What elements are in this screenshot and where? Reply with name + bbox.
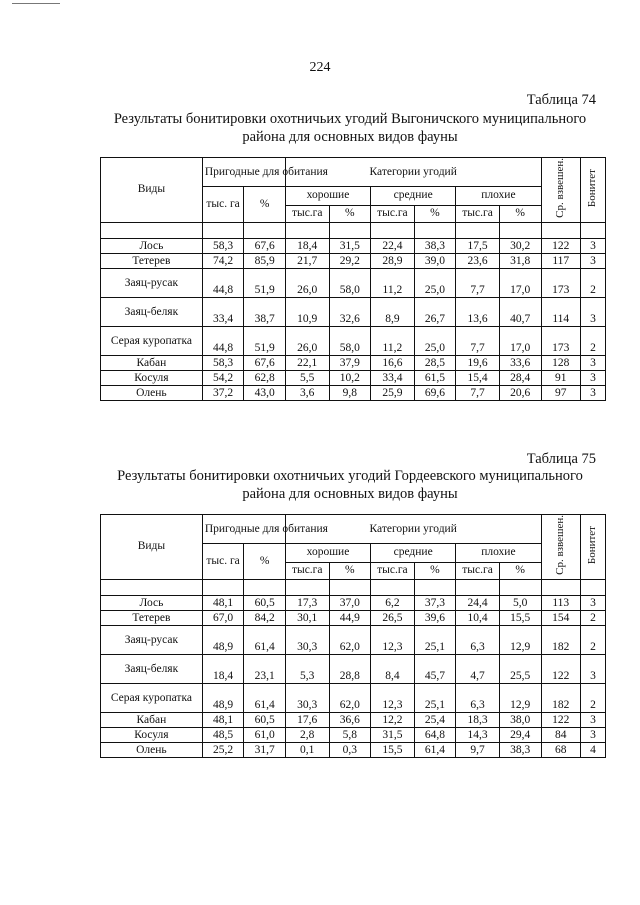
table-75 bbox=[100, 514, 606, 758]
value-cell: 2 bbox=[580, 683, 605, 712]
species-cell: Косуля bbox=[101, 727, 203, 742]
value-cell: 17,6 bbox=[285, 712, 329, 727]
value-cell: 7,7 bbox=[456, 385, 500, 400]
value-cell: 12,3 bbox=[371, 625, 415, 654]
table-row bbox=[101, 253, 606, 268]
value-cell: 10,4 bbox=[456, 610, 500, 625]
value-cell: 26,7 bbox=[414, 297, 456, 326]
value-cell: 31,5 bbox=[329, 238, 371, 253]
value-cell: 7,7 bbox=[456, 326, 500, 355]
spacer-cell bbox=[202, 579, 244, 595]
value-cell: 22,4 bbox=[371, 238, 415, 253]
value-cell: 17,5 bbox=[456, 238, 500, 253]
value-cell: 33,4 bbox=[202, 297, 244, 326]
col-header-thous-ha-text: тыс. га bbox=[206, 197, 240, 210]
value-cell: 60,5 bbox=[244, 595, 286, 610]
value-cell: 67,6 bbox=[244, 355, 286, 370]
value-cell: 12,3 bbox=[371, 683, 415, 712]
value-cell: 25,0 bbox=[414, 268, 456, 297]
col-subheader-medium-thous: тыс.га bbox=[371, 205, 415, 222]
value-cell: 10,9 bbox=[285, 297, 329, 326]
col-header-suitable bbox=[202, 515, 328, 544]
value-cell: 2 bbox=[580, 268, 605, 297]
value-cell: 31,5 bbox=[371, 727, 415, 742]
spacer-cell bbox=[202, 222, 244, 238]
table-row bbox=[101, 385, 606, 400]
spacer-cell bbox=[580, 579, 605, 595]
table-row bbox=[101, 326, 606, 355]
value-cell: 45,7 bbox=[414, 654, 456, 683]
table-row bbox=[101, 654, 606, 683]
spacer-cell bbox=[499, 222, 541, 238]
species-cell: Олень bbox=[101, 385, 203, 400]
value-cell: 9,7 bbox=[456, 742, 500, 757]
value-cell: 6,2 bbox=[371, 595, 415, 610]
value-cell: 3 bbox=[580, 385, 605, 400]
value-cell: 48,9 bbox=[202, 625, 244, 654]
value-cell: 74,2 bbox=[202, 253, 244, 268]
value-cell: 3 bbox=[580, 727, 605, 742]
value-cell: 2,8 bbox=[285, 727, 329, 742]
value-cell: 15,5 bbox=[371, 742, 415, 757]
value-cell: 54,2 bbox=[202, 370, 244, 385]
value-cell: 43,0 bbox=[244, 385, 286, 400]
value-cell: 18,3 bbox=[456, 712, 500, 727]
value-cell: 12,9 bbox=[499, 683, 541, 712]
species-cell: Тетерев bbox=[101, 610, 203, 625]
value-cell: 2 bbox=[580, 625, 605, 654]
col-header-avg bbox=[541, 158, 580, 223]
value-cell: 28,4 bbox=[499, 370, 541, 385]
value-cell: 26,0 bbox=[285, 268, 329, 297]
value-cell: 9,8 bbox=[329, 385, 371, 400]
value-cell: 17,3 bbox=[285, 595, 329, 610]
col-subheader-good-thous: тыс.га bbox=[285, 205, 329, 222]
value-cell: 48,1 bbox=[202, 595, 244, 610]
value-cell: 38,3 bbox=[414, 238, 456, 253]
col-header-thous-ha bbox=[202, 544, 244, 580]
spacer-cell bbox=[329, 222, 371, 238]
value-cell: 3 bbox=[580, 712, 605, 727]
value-cell: 30,3 bbox=[285, 683, 329, 712]
value-cell: 21,7 bbox=[285, 253, 329, 268]
value-cell: 25,1 bbox=[414, 625, 456, 654]
col-header-bad: плохие bbox=[456, 544, 541, 563]
value-cell: 24,4 bbox=[456, 595, 500, 610]
col-subheader-bad-thous: тыс.га bbox=[456, 205, 500, 222]
value-cell: 173 bbox=[541, 268, 580, 297]
value-cell: 2 bbox=[580, 610, 605, 625]
value-cell: 68 bbox=[541, 742, 580, 757]
col-header-medium: средние bbox=[371, 187, 456, 206]
value-cell: 30,2 bbox=[499, 238, 541, 253]
spacer-cell bbox=[244, 222, 286, 238]
spacer-cell bbox=[371, 579, 415, 595]
value-cell: 37,3 bbox=[414, 595, 456, 610]
col-header-thous-ha bbox=[202, 187, 244, 223]
spacer-cell bbox=[456, 579, 500, 595]
value-cell: 23,1 bbox=[244, 654, 286, 683]
value-cell: 19,6 bbox=[456, 355, 500, 370]
value-cell: 6,3 bbox=[456, 683, 500, 712]
value-cell: 173 bbox=[541, 326, 580, 355]
value-cell: 3 bbox=[580, 595, 605, 610]
value-cell: 18,4 bbox=[285, 238, 329, 253]
value-cell: 28,5 bbox=[414, 355, 456, 370]
table-row bbox=[101, 625, 606, 654]
spacer-cell bbox=[456, 222, 500, 238]
value-cell: 11,2 bbox=[371, 326, 415, 355]
col-header-bonitet bbox=[580, 158, 605, 223]
value-cell: 25,0 bbox=[414, 326, 456, 355]
value-cell: 61,4 bbox=[244, 625, 286, 654]
value-cell: 3 bbox=[580, 355, 605, 370]
species-cell: Заяц-беляк bbox=[101, 654, 203, 683]
value-cell: 31,8 bbox=[499, 253, 541, 268]
value-cell: 12,2 bbox=[371, 712, 415, 727]
spacer-cell bbox=[541, 222, 580, 238]
value-cell: 17,0 bbox=[499, 268, 541, 297]
table-74-title-line2: района для основных видов фауны bbox=[242, 129, 458, 145]
value-cell: 44,9 bbox=[329, 610, 371, 625]
value-cell: 3,6 bbox=[285, 385, 329, 400]
value-cell: 11,2 bbox=[371, 268, 415, 297]
spacer-cell bbox=[101, 222, 203, 238]
value-cell: 58,3 bbox=[202, 355, 244, 370]
value-cell: 33,4 bbox=[371, 370, 415, 385]
col-header-avg bbox=[541, 515, 580, 580]
value-cell: 22,1 bbox=[285, 355, 329, 370]
value-cell: 23,6 bbox=[456, 253, 500, 268]
col-header-categories: Категории угодий bbox=[285, 158, 541, 187]
spacer-cell bbox=[541, 579, 580, 595]
value-cell: 37,2 bbox=[202, 385, 244, 400]
spacer-cell bbox=[101, 579, 203, 595]
value-cell: 61,4 bbox=[244, 683, 286, 712]
value-cell: 4,7 bbox=[456, 654, 500, 683]
value-cell: 69,6 bbox=[414, 385, 456, 400]
value-cell: 25,4 bbox=[414, 712, 456, 727]
value-cell: 182 bbox=[541, 683, 580, 712]
table-row bbox=[101, 683, 606, 712]
value-cell: 30,3 bbox=[285, 625, 329, 654]
value-cell: 5,8 bbox=[329, 727, 371, 742]
value-cell: 28,8 bbox=[329, 654, 371, 683]
value-cell: 12,9 bbox=[499, 625, 541, 654]
spacer-cell bbox=[580, 222, 605, 238]
value-cell: 39,0 bbox=[414, 253, 456, 268]
corner-scan-mark bbox=[12, 3, 60, 4]
species-cell: Серая куропатка bbox=[101, 326, 203, 355]
value-cell: 13,6 bbox=[456, 297, 500, 326]
value-cell: 122 bbox=[541, 712, 580, 727]
col-subheader-medium-pct: % bbox=[414, 562, 456, 579]
table-row bbox=[101, 370, 606, 385]
value-cell: 62,8 bbox=[244, 370, 286, 385]
value-cell: 39,6 bbox=[414, 610, 456, 625]
col-subheader-good-pct: % bbox=[329, 205, 371, 222]
value-cell: 85,9 bbox=[244, 253, 286, 268]
value-cell: 38,3 bbox=[499, 742, 541, 757]
value-cell: 15,5 bbox=[499, 610, 541, 625]
value-cell: 60,5 bbox=[244, 712, 286, 727]
species-cell: Олень bbox=[101, 742, 203, 757]
col-header-avg-text: Ср. взвешен. bbox=[554, 158, 567, 218]
value-cell: 48,1 bbox=[202, 712, 244, 727]
value-cell: 30,1 bbox=[285, 610, 329, 625]
value-cell: 5,3 bbox=[285, 654, 329, 683]
value-cell: 122 bbox=[541, 654, 580, 683]
table-row bbox=[101, 268, 606, 297]
value-cell: 8,4 bbox=[371, 654, 415, 683]
value-cell: 37,0 bbox=[329, 595, 371, 610]
value-cell: 20,6 bbox=[499, 385, 541, 400]
col-header-species: Виды bbox=[101, 515, 203, 580]
col-subheader-good-thous: тыс.га bbox=[285, 562, 329, 579]
col-header-bonitet-text: Бонитет bbox=[586, 168, 599, 207]
table-75-title bbox=[90, 467, 610, 503]
spacer-cell bbox=[285, 222, 329, 238]
value-cell: 61,0 bbox=[244, 727, 286, 742]
col-header-species: Виды bbox=[101, 158, 203, 223]
species-cell: Заяц-беляк bbox=[101, 297, 203, 326]
value-cell: 117 bbox=[541, 253, 580, 268]
table-74-title bbox=[90, 110, 610, 146]
spacer-cell bbox=[414, 579, 456, 595]
species-cell: Тетерев bbox=[101, 253, 203, 268]
value-cell: 29,2 bbox=[329, 253, 371, 268]
spacer-cell bbox=[371, 222, 415, 238]
value-cell: 67,6 bbox=[244, 238, 286, 253]
value-cell: 8,9 bbox=[371, 297, 415, 326]
value-cell: 154 bbox=[541, 610, 580, 625]
table-74-title-line1: Результаты бонитировки охотничьих угодий Выгоничского муниципального bbox=[113, 111, 587, 127]
value-cell: 40,7 bbox=[499, 297, 541, 326]
value-cell: 0,3 bbox=[329, 742, 371, 757]
value-cell: 4 bbox=[580, 742, 605, 757]
col-subheader-good-pct: % bbox=[329, 562, 371, 579]
value-cell: 2 bbox=[580, 326, 605, 355]
value-cell: 58,3 bbox=[202, 238, 244, 253]
table-row bbox=[101, 712, 606, 727]
value-cell: 51,9 bbox=[244, 326, 286, 355]
value-cell: 26,0 bbox=[285, 326, 329, 355]
col-header-medium: средние bbox=[371, 544, 456, 563]
col-header-suitable-text: Пригодные для обитания bbox=[204, 522, 328, 535]
spacer-cell bbox=[285, 579, 329, 595]
value-cell: 25,5 bbox=[499, 654, 541, 683]
value-cell: 33,6 bbox=[499, 355, 541, 370]
value-cell: 38,0 bbox=[499, 712, 541, 727]
spacer-cell bbox=[414, 222, 456, 238]
value-cell: 0,1 bbox=[285, 742, 329, 757]
value-cell: 15,4 bbox=[456, 370, 500, 385]
col-header-bonitet-text: Бонитет bbox=[586, 525, 599, 564]
col-header-bonitet bbox=[580, 515, 605, 580]
value-cell: 48,5 bbox=[202, 727, 244, 742]
value-cell: 32,6 bbox=[329, 297, 371, 326]
value-cell: 25,2 bbox=[202, 742, 244, 757]
value-cell: 3 bbox=[580, 238, 605, 253]
species-cell: Косуля bbox=[101, 370, 203, 385]
table-75-label: Таблица 75 bbox=[526, 451, 596, 467]
value-cell: 25,9 bbox=[371, 385, 415, 400]
value-cell: 28,9 bbox=[371, 253, 415, 268]
value-cell: 10,2 bbox=[329, 370, 371, 385]
value-cell: 62,0 bbox=[329, 625, 371, 654]
page-number: 224 bbox=[309, 60, 331, 75]
col-header-thous-ha-text: тыс. га bbox=[206, 554, 240, 567]
col-header-suitable bbox=[202, 158, 328, 187]
col-header-avg-text: Ср. взвешен. bbox=[554, 515, 567, 575]
value-cell: 6,3 bbox=[456, 625, 500, 654]
value-cell: 14,3 bbox=[456, 727, 500, 742]
value-cell: 16,6 bbox=[371, 355, 415, 370]
value-cell: 5,0 bbox=[499, 595, 541, 610]
value-cell: 18,4 bbox=[202, 654, 244, 683]
col-header-percent: % bbox=[244, 544, 286, 580]
value-cell: 51,9 bbox=[244, 268, 286, 297]
col-subheader-bad-thous: тыс.га bbox=[456, 562, 500, 579]
value-cell: 84,2 bbox=[244, 610, 286, 625]
species-cell: Кабан bbox=[101, 355, 203, 370]
table-row bbox=[101, 595, 606, 610]
value-cell: 7,7 bbox=[456, 268, 500, 297]
value-cell: 61,5 bbox=[414, 370, 456, 385]
value-cell: 114 bbox=[541, 297, 580, 326]
value-cell: 17,0 bbox=[499, 326, 541, 355]
col-header-bad: плохие bbox=[456, 187, 541, 206]
value-cell: 3 bbox=[580, 297, 605, 326]
col-header-suitable-text: Пригодные для обитания bbox=[204, 165, 328, 178]
col-header-good: хорошие bbox=[285, 544, 370, 563]
value-cell: 44,8 bbox=[202, 268, 244, 297]
value-cell: 26,5 bbox=[371, 610, 415, 625]
value-cell: 58,0 bbox=[329, 268, 371, 297]
value-cell: 37,9 bbox=[329, 355, 371, 370]
col-header-categories: Категории угодий bbox=[285, 515, 541, 544]
value-cell: 97 bbox=[541, 385, 580, 400]
col-header-percent: % bbox=[244, 187, 286, 223]
value-cell: 58,0 bbox=[329, 326, 371, 355]
value-cell: 62,0 bbox=[329, 683, 371, 712]
spacer-cell bbox=[329, 579, 371, 595]
value-cell: 64,8 bbox=[414, 727, 456, 742]
table-75-title-line1: Результаты бонитировки охотничьих угодий Гордеевского муниципального bbox=[117, 468, 583, 484]
table-75-title-line2: района для основных видов фауны bbox=[242, 486, 458, 502]
col-subheader-medium-pct: % bbox=[414, 205, 456, 222]
value-cell: 182 bbox=[541, 625, 580, 654]
table-row bbox=[101, 742, 606, 757]
spacer-cell bbox=[244, 579, 286, 595]
value-cell: 5,5 bbox=[285, 370, 329, 385]
value-cell: 113 bbox=[541, 595, 580, 610]
col-header-good: хорошие bbox=[285, 187, 370, 206]
species-cell: Заяц-русак bbox=[101, 268, 203, 297]
species-cell: Лось bbox=[101, 238, 203, 253]
value-cell: 44,8 bbox=[202, 326, 244, 355]
value-cell: 61,4 bbox=[414, 742, 456, 757]
col-subheader-bad-pct: % bbox=[499, 562, 541, 579]
value-cell: 91 bbox=[541, 370, 580, 385]
col-subheader-medium-thous: тыс.га bbox=[371, 562, 415, 579]
spacer-cell bbox=[499, 579, 541, 595]
value-cell: 48,9 bbox=[202, 683, 244, 712]
value-cell: 84 bbox=[541, 727, 580, 742]
value-cell: 3 bbox=[580, 370, 605, 385]
value-cell: 128 bbox=[541, 355, 580, 370]
col-subheader-bad-pct: % bbox=[499, 205, 541, 222]
value-cell: 31,7 bbox=[244, 742, 286, 757]
species-cell: Лось bbox=[101, 595, 203, 610]
species-cell: Серая куропатка bbox=[101, 683, 203, 712]
table-74 bbox=[100, 157, 606, 401]
table-row bbox=[101, 727, 606, 742]
table-row bbox=[101, 238, 606, 253]
value-cell: 3 bbox=[580, 654, 605, 683]
table-row bbox=[101, 297, 606, 326]
value-cell: 29,4 bbox=[499, 727, 541, 742]
value-cell: 67,0 bbox=[202, 610, 244, 625]
value-cell: 25,1 bbox=[414, 683, 456, 712]
table-74-label: Таблица 74 bbox=[526, 92, 596, 108]
value-cell: 38,7 bbox=[244, 297, 286, 326]
value-cell: 36,6 bbox=[329, 712, 371, 727]
species-cell: Заяц-русак bbox=[101, 625, 203, 654]
value-cell: 3 bbox=[580, 253, 605, 268]
table-row bbox=[101, 355, 606, 370]
value-cell: 122 bbox=[541, 238, 580, 253]
table-row bbox=[101, 610, 606, 625]
species-cell: Кабан bbox=[101, 712, 203, 727]
